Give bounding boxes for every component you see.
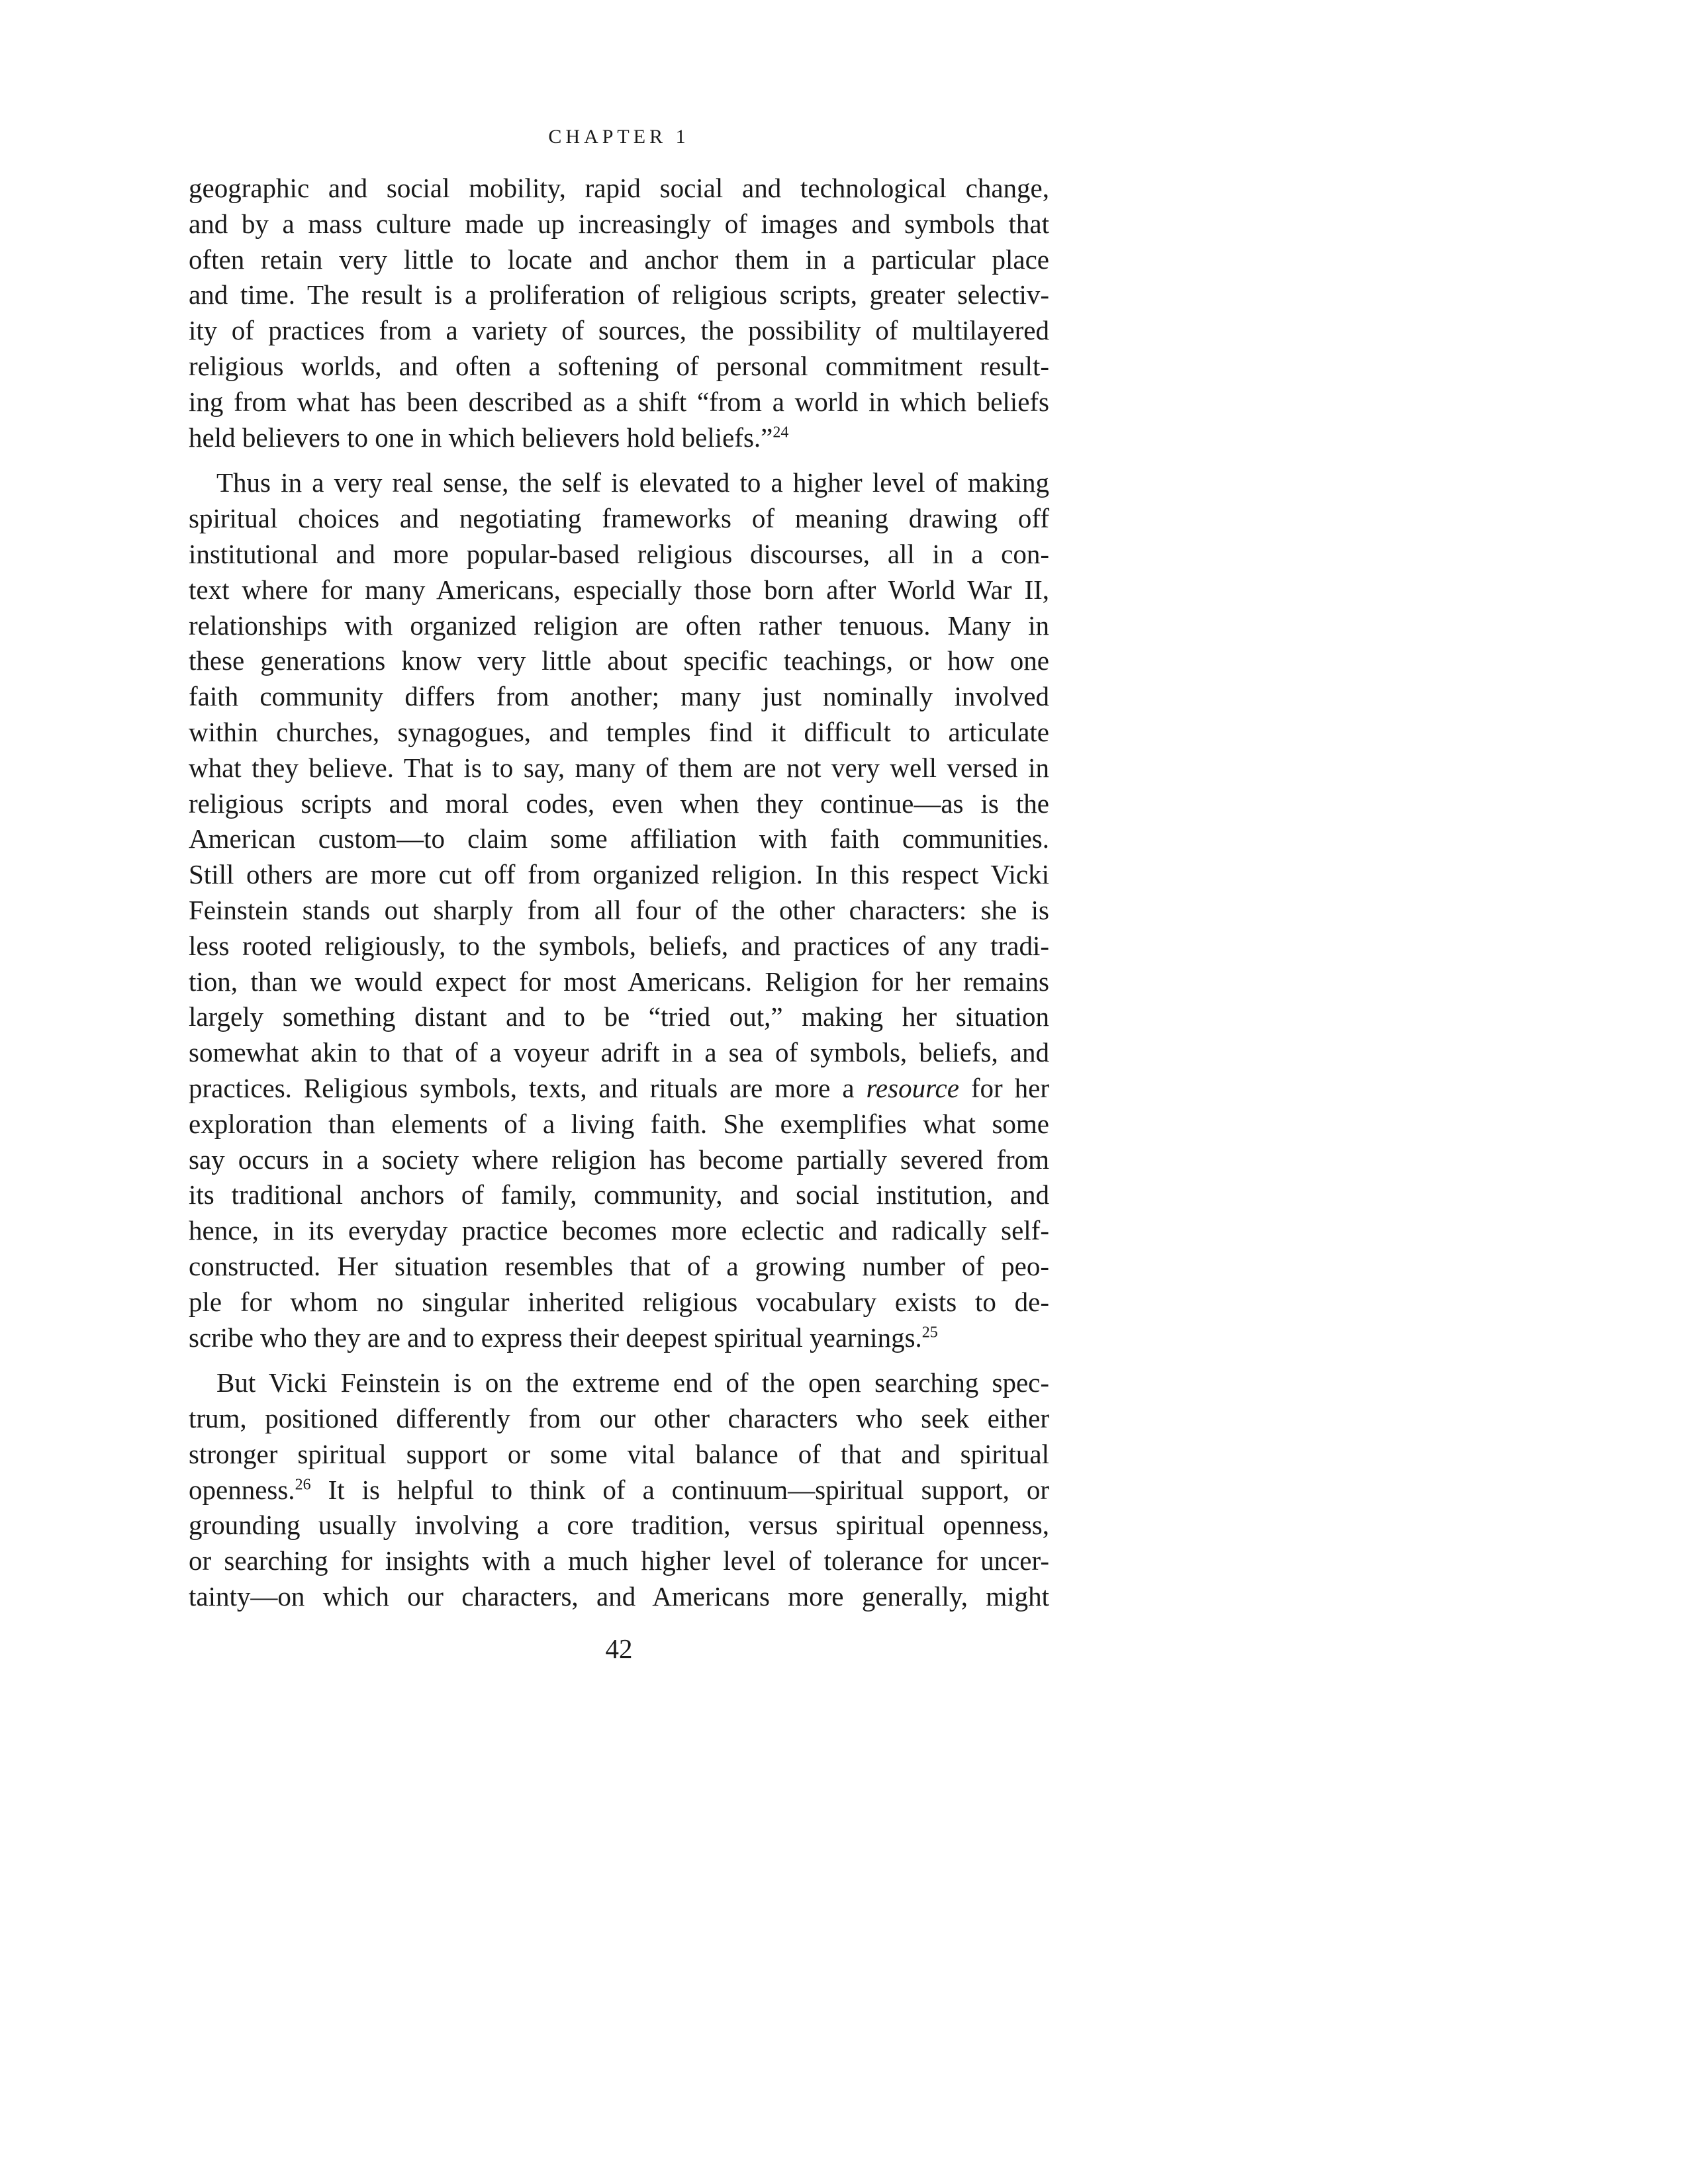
line-text: practices. Religious symbols, texts, and rituals are more a [189,1072,867,1103]
text-line: Still others are more cut off from organized religion. In this respect Vicki [189,859,1049,890]
running-head: CHAPTER 1 [548,126,690,148]
text-line: these generations know very little about specific teachings, or how one [189,645,1049,676]
text-line: geographic and social mobility, rapid social and technological change, [189,173,1049,203]
text-line: hence, in its everyday practice becomes more eclectic and radically self- [189,1215,1049,1246]
text-line: and by a mass culture made up increasingly of images and symbols that [189,208,1049,239]
text-line: constructed. Her situation resembles that of a growing number of peo- [189,1250,1049,1281]
line-text: for her [959,1072,1049,1103]
footnote-ref: 25 [921,1323,938,1341]
text-line: say occurs in a society where religion has become partially severed from [189,1144,1049,1175]
text-line: religious scripts and moral codes, even when they continue—as is the [189,788,1049,819]
line-text: It is helpful to think of a continuum—spiritual support, or [310,1474,1049,1505]
text-line: and time. The result is a proliferation of religious scripts, greater selectiv- [189,279,1049,310]
footnote-ref: 24 [773,423,789,441]
text-line [189,1071,1049,1107]
text-line: ity of practices from a variety of sources, the possibility of multilayered [189,315,1049,346]
text-line: or searching for insights with a much higher level of tolerance for uncer- [189,1545,1049,1576]
text-line: faith community differs from another; many just nominally involved [189,681,1049,712]
text-line [189,1320,1049,1356]
page-number: 42 [605,1633,633,1664]
text-line: text where for many Americans, especially those born after World War II, [189,574,1049,605]
text-line [189,420,1049,456]
text-line: stronger spiritual support or some vital balance of that and spiritual [189,1438,1049,1469]
text-line: within churches, synagogues, and temples find it difficult to articulate [189,716,1049,747]
text-line: its traditional anchors of family, community, and social institution, and [189,1179,1049,1210]
text-line: often retain very little to locate and anchor them in a particular place [189,244,1049,275]
text-line: tion, than we would expect for most Americans. Religion for her remains [189,966,1049,997]
paragraph-2 [189,465,1049,1355]
paragraph-1 [189,171,1049,455]
text-line: religious worlds, and often a softening of personal commitment result- [189,350,1049,381]
text-line: largely something distant and to be “tried out,” making her situation [189,1001,1049,1032]
text-line: what they believe. That is to say, many of them are not very well versed in [189,752,1049,783]
text-line: somewhat akin to that of a voyeur adrift in a sea of symbols, beliefs, and [189,1037,1049,1068]
text-line: spiritual choices and negotiating frameworks of meaning drawing off [189,503,1049,534]
text-line: ple for whom no singular inherited religious vocabulary exists to de- [189,1286,1049,1317]
text-line [189,1473,1049,1508]
text-line: less rooted religiously, to the symbols, beliefs, and practices of any tradi- [189,930,1049,961]
line-text: held believers to one in which believers hold beliefs.” [189,422,773,453]
text-line: Thus in a very real sense, the self is elevated to a higher level of making [216,467,1049,498]
text-line: exploration than elements of a living faith. She exemplifies what some [189,1108,1049,1139]
footnote-ref: 26 [295,1476,311,1494]
line-text: openness. [189,1474,295,1505]
text-line: Feinstein stands out sharply from all four of the other characters: she is [189,894,1049,925]
text-line: trum, positioned differently from our other characters who seek either [189,1403,1049,1434]
text-line: institutional and more popular-based religious discourses, all in a con- [189,538,1049,569]
emphasis: resource [866,1072,959,1103]
body-text [189,171,1049,1615]
text-line: grounding usually involving a core tradition, versus spiritual openness, [189,1510,1049,1541]
text-line: But Vicki Feinstein is on the extreme end of the open searching spec- [216,1367,1049,1398]
paragraph-3 [189,1365,1049,1615]
text-line: relationships with organized religion are often rather tenuous. Many in [189,610,1049,641]
text-line: tainty—on which our characters, and Americans more generally, might [189,1581,1049,1612]
text-line: ing from what has been described as a shift “from a world in which beliefs [189,386,1049,417]
line-text: scribe who they are and to express their deepest spiritual yearnings. [189,1322,922,1353]
text-line: American custom—to claim some affiliation with faith communities. [189,823,1049,854]
